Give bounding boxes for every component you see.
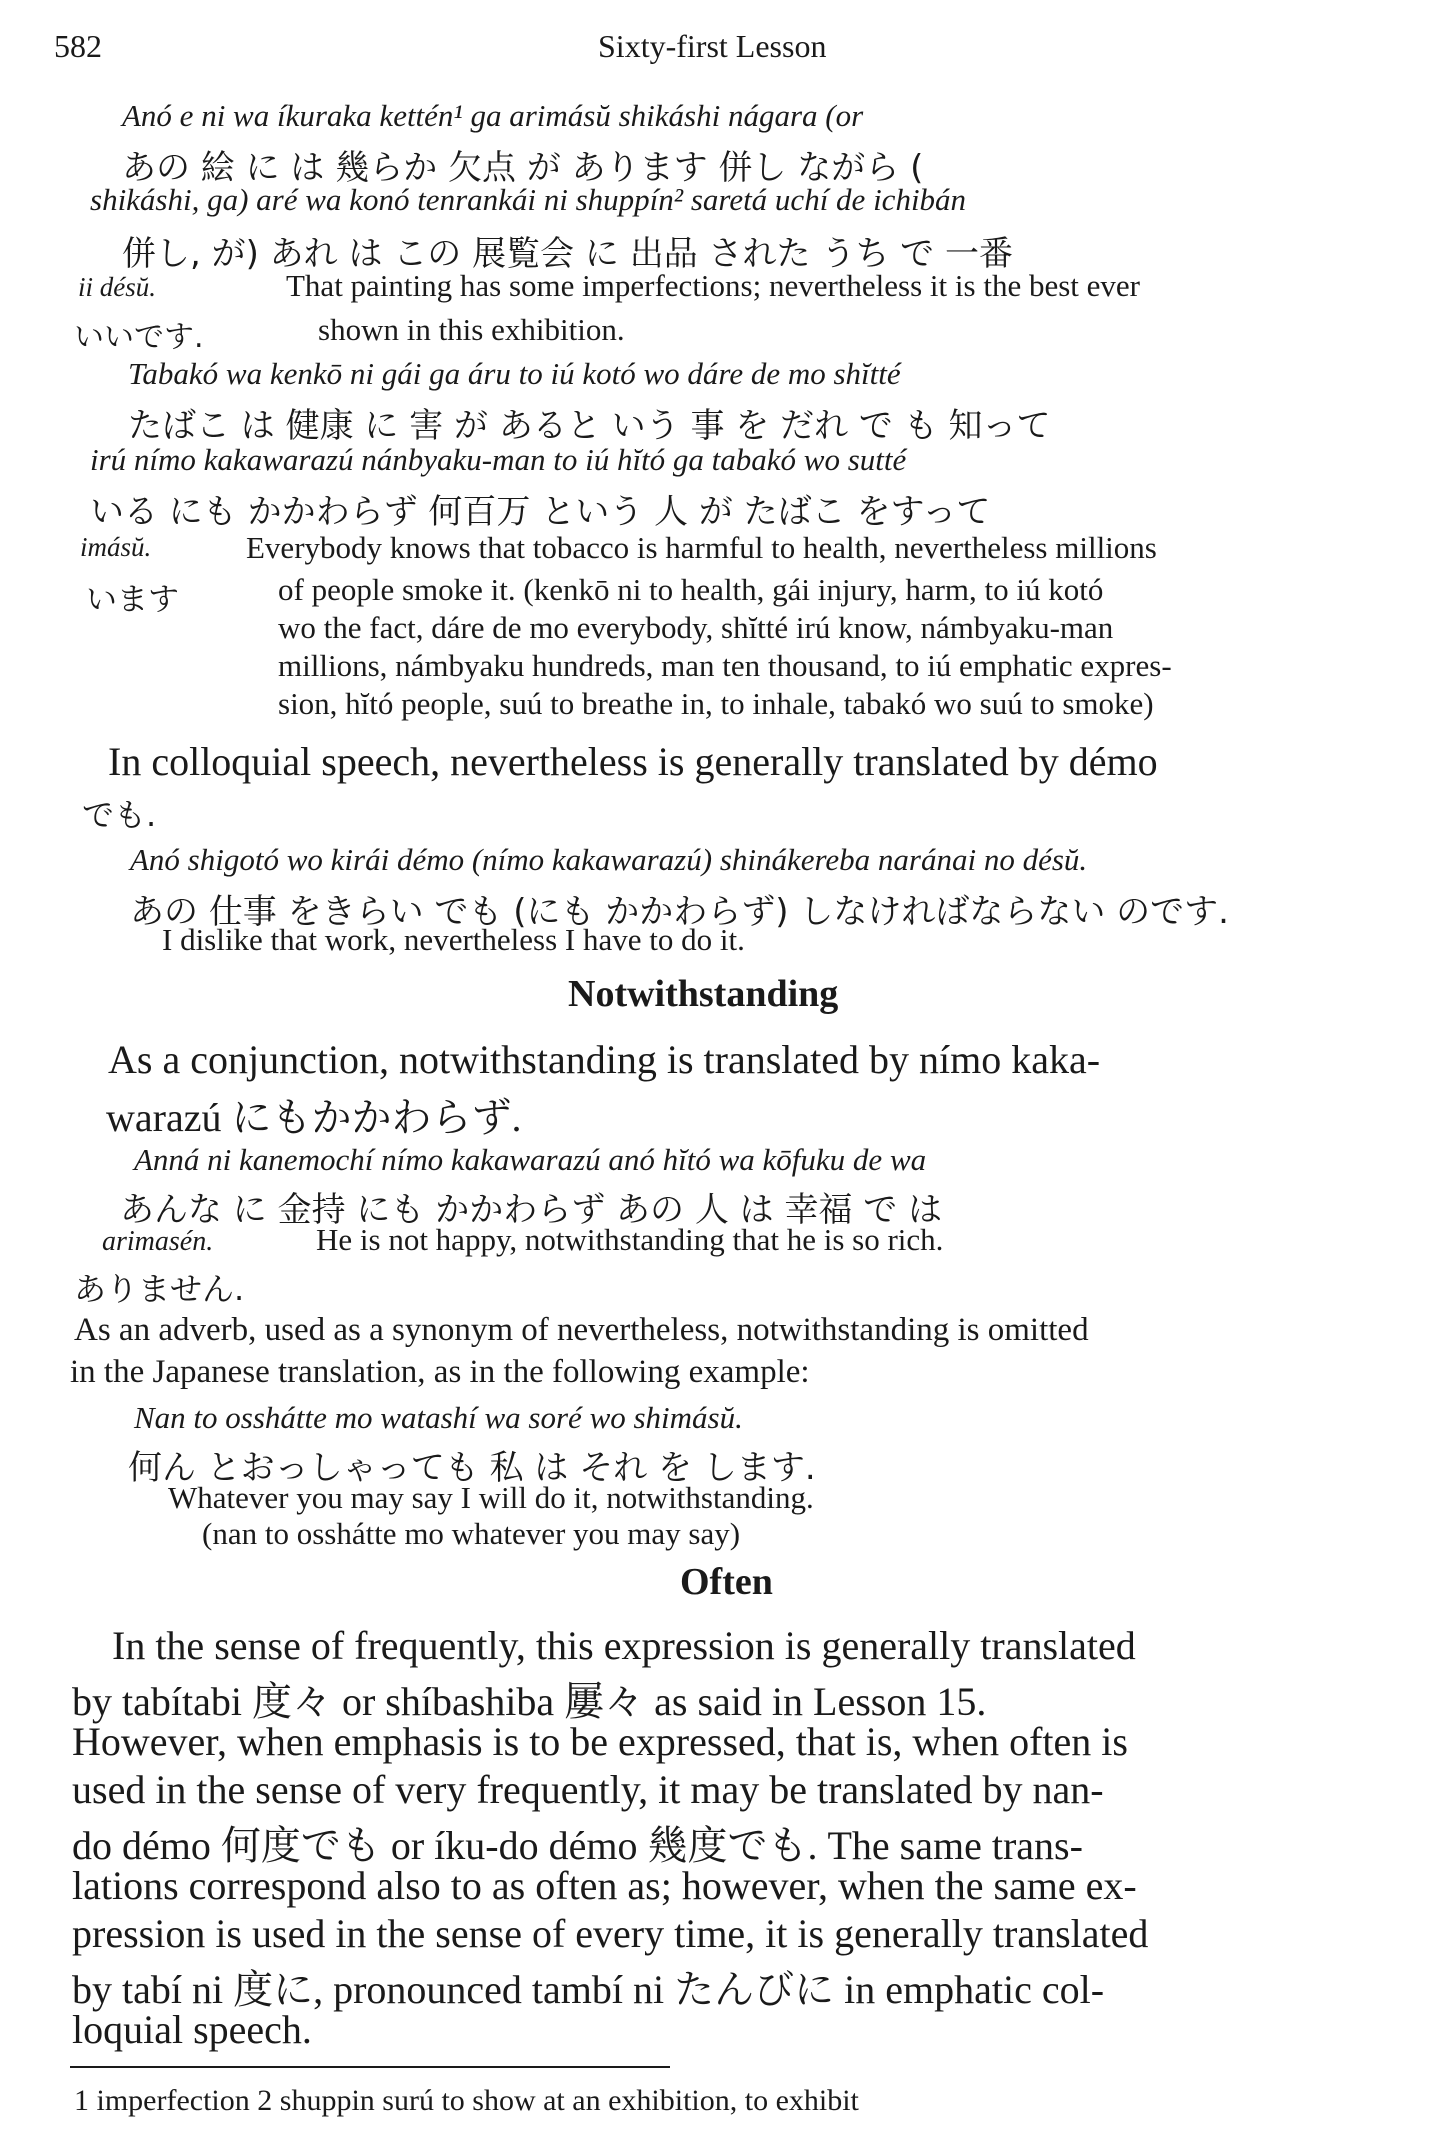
example-2-romaji-1: Tabakó wa kenkō ni gái ga áru to iú kotó wo dáre de mo shĭtté xyxy=(128,356,901,391)
example-1-japanese-2: 併し, が) あれ は この 展覧会 に 出品 された うち で 一番 xyxy=(122,234,1013,274)
example-2-translation-1: Everybody knows that tobacco is harmful to health, nevertheless millions xyxy=(246,530,1157,565)
example-1-romaji-3: ii désŭ. xyxy=(78,272,156,302)
example-3-romaji: Anó shigotó wo kirái démo (nímo kakawarazú) shinákereba naránai no désŭ. xyxy=(130,842,1088,877)
example-2-translation-2: of people smoke it. (kenkō ni to health, gái injury, harm, to iú kotó xyxy=(278,572,1104,607)
often-paragraph-line-9: loquial speech. xyxy=(72,2007,312,2052)
adverb-paragraph-line-2: in the Japanese translation, as in the following example: xyxy=(70,1354,810,1390)
example-2-japanese-3: います xyxy=(86,582,179,618)
example-2-translation-4: millions, námbyaku hundreds, man ten thousand, to iú emphatic expres- xyxy=(278,648,1172,683)
example-2-romaji-2: irú nímo kakawarazú nánbyaku-man to iú hĭtó ga tabakó wo sutté xyxy=(90,442,907,477)
example-1-romaji-2: shikáshi, ga) aré wa konó tenrankái ni shuppín² saretá uchí de ichibán xyxy=(90,182,967,217)
example-2-translation-3: wo the fact, dáre de mo everybody, shĭtté irú know, námbyaku-man xyxy=(278,610,1114,645)
example-4-romaji-2: arimasén. xyxy=(102,1226,214,1257)
often-paragraph-line-2: by tabítabi 度々 or shíbashiba 屢々 as said in Lesson 15. xyxy=(72,1679,987,1724)
example-1-japanese-3: いいです. xyxy=(74,320,204,355)
running-title: Sixty-first Lesson xyxy=(598,28,827,64)
example-5-romaji: Nan to osshátte mo watashí wa soré wo shimásŭ. xyxy=(134,1400,743,1435)
example-5-translation-2: (nan to osshátte mo whatever you may say) xyxy=(202,1516,741,1551)
footnote-rule xyxy=(70,2066,670,2068)
example-3-translation: I dislike that work, nevertheless I have to do it. xyxy=(162,922,745,957)
example-3-japanese: あの 仕事 をきらい でも (にも かかわらず) しなければならない のです. xyxy=(130,892,1229,932)
often-paragraph-line-3: However, when emphasis is to be expressed, that is, when often is xyxy=(72,1719,1128,1764)
page-number: 582 xyxy=(54,28,102,64)
colloquial-paragraph-line-1: In colloquial speech, nevertheless is generally translated by démo xyxy=(108,739,1158,784)
example-4-romaji-1: Anná ni kanemochí nímo kakawarazú anó hĭtó wa kōfuku de wa xyxy=(134,1142,927,1177)
section-heading-notwithstanding: Notwithstanding xyxy=(568,973,839,1015)
example-2-translation-5: sion, hĭtó people, suú to breathe in, to inhale, tabakó wo suú to smoke) xyxy=(278,686,1154,721)
often-paragraph-line-7: pression is used in the sense of every time, it is generally translated xyxy=(72,1911,1149,1956)
example-4-translation: He is not happy, notwithstanding that he is so rich. xyxy=(316,1222,944,1257)
often-paragraph-line-1: In the sense of frequently, this expression is generally translated xyxy=(112,1623,1136,1668)
example-2-japanese-2: いる にも かかわらず 何百万 という 人 が たばこ をすって xyxy=(90,492,991,532)
example-4-japanese-2: ありません. xyxy=(74,1270,245,1308)
often-paragraph-line-5: do démo 何度でも or íku-do démo 幾度でも. The same trans- xyxy=(72,1823,1083,1868)
often-paragraph-line-6: lations correspond also to as often as; however, when the same ex- xyxy=(72,1863,1137,1908)
example-5-translation-1: Whatever you may say I will do it, notwithstanding. xyxy=(168,1480,814,1515)
colloquial-paragraph-line-2: でも. xyxy=(82,796,157,834)
example-2-japanese-1: たばこ は 健康 に 害 が あると いう 事 を だれ で も 知って xyxy=(128,406,1051,446)
example-4-japanese-1: あんな に 金持 にも かかわらず あの 人 は 幸福 で は xyxy=(120,1190,943,1230)
section-heading-often: Often xyxy=(680,1561,773,1603)
often-paragraph-line-4: used in the sense of very frequently, it may be translated by nan- xyxy=(72,1767,1104,1812)
example-5-japanese: 何ん とおっしゃっても 私 は それ を します. xyxy=(128,1448,816,1488)
example-2-romaji-3: imásŭ. xyxy=(80,532,152,562)
example-1-romaji-1: Anó e ni wa íkuraka kettén¹ ga arimásŭ shikáshi nágara (or xyxy=(122,98,864,133)
conjunction-paragraph-line-2: warazú にもかかわらず. xyxy=(106,1095,522,1140)
example-1-japanese-1: あの 絵 に は 幾らか 欠点 が あります 併し ながら ( xyxy=(122,148,924,188)
conjunction-paragraph-line-1: As a conjunction, notwithstanding is translated by nímo kaka- xyxy=(108,1037,1101,1082)
example-1-translation-1: That painting has some imperfections; nevertheless it is the best ever xyxy=(286,268,1140,303)
footnotes: 1 imperfection 2 shuppin surú to show at an exhibition, to exhibit xyxy=(74,2084,859,2117)
example-1-translation-2: shown in this exhibition. xyxy=(318,312,625,347)
often-paragraph-line-8: by tabí ni 度に, pronounced tambí ni たんびに in emphatic col- xyxy=(72,1967,1105,2012)
adverb-paragraph-line-1: As an adverb, used as a synonym of nevertheless, notwithstanding is omitted xyxy=(74,1312,1089,1348)
